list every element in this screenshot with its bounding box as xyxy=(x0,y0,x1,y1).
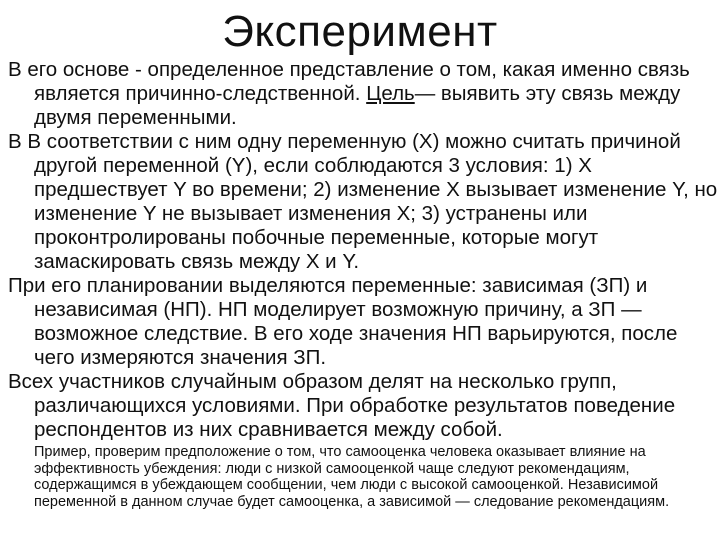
slide-body xyxy=(8,58,718,510)
paragraph-basis-tail: — выявить эту связь между двумя переменными. xyxy=(34,82,681,129)
goal-term: Цель xyxy=(366,82,415,105)
paragraph-groups: Всех участников случайным образом делят на несколько групп, различающихся условиями. При обработке результатов поведение респондентов из них сравнивается между собой. xyxy=(8,370,676,441)
example-note: Пример, проверим предположение о том, что самооценка человека оказывает влияние на эффективность убеждения: люди с низкой самооценкой чаще следуют рекомендациям, содержащимся в убеждающем сообщении, чем люди с высокой самооценкой. Независимой переменной в данном случае будет самооценка, а зависимой — следование рекомендациям. xyxy=(34,444,670,510)
paragraph-causality-conditions: В В соответствии с ним одну переменную (X) можно считать причиной другой переменной (Y), если соблюдаются 3 условия: 1) X предшествует Y во времени; 2) изменение X вызывает изменение Y, но изменение Y не вызывает изменения X; 3) устранены или проконтролированы побочные переменные, которые могут замаскировать связь между X и Y. xyxy=(8,130,718,273)
paragraph-basis-lead: В его основе - определенное представление о том, какая именно связь является причинно-следственной. xyxy=(8,58,690,105)
slide-title: Эксперимент xyxy=(222,7,498,56)
paragraph-variables: При его планировании выделяются переменные: зависимая (ЗП) и независимая (НП). НП моделирует возможную причину, а ЗП — возможное следствие. В его ходе значения НП варьируются, после чего измеряются значения ЗП. xyxy=(8,274,678,369)
paragraph-basis xyxy=(8,58,718,130)
